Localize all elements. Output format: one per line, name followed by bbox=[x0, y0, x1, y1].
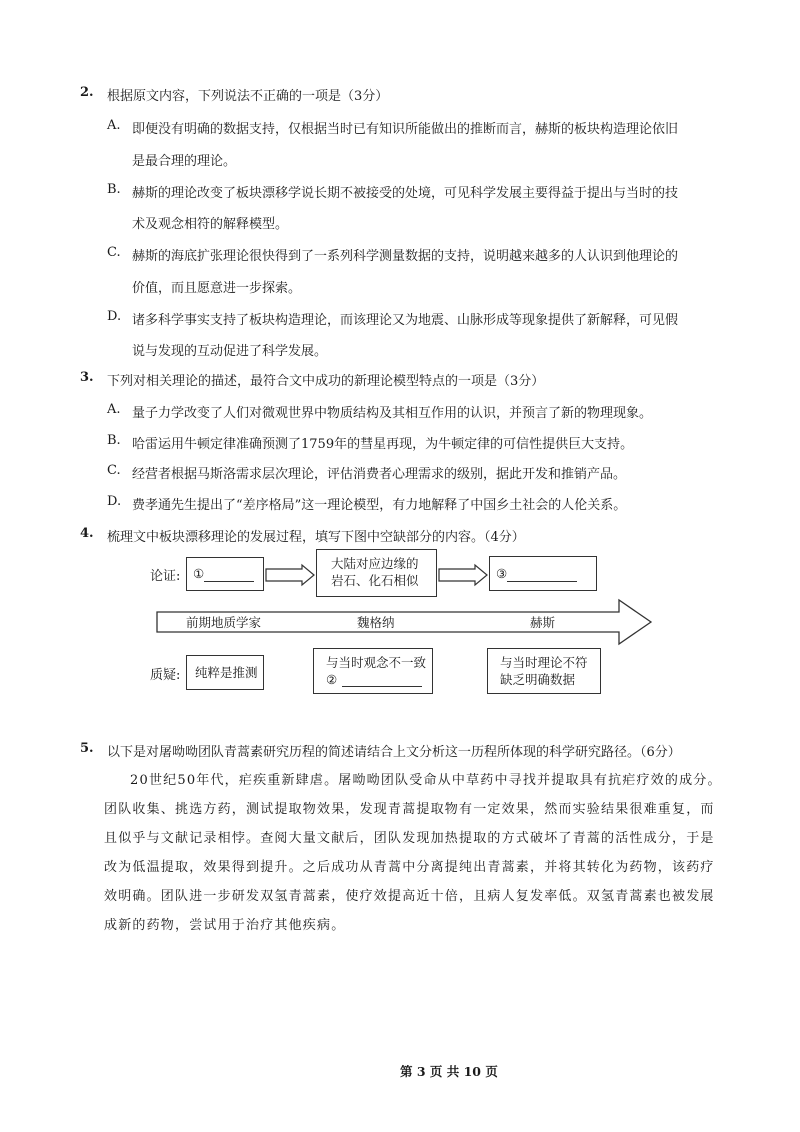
blank-line-3 bbox=[507, 567, 577, 582]
q5-number: 5. bbox=[80, 741, 94, 756]
timeline-hess: 赫斯 bbox=[530, 615, 556, 630]
arrow-1 bbox=[264, 565, 316, 585]
q4-number: 4. bbox=[80, 526, 94, 541]
q5-stem: 以下是对屠呦呦团队青蒿素研究历程的简述请结合上文分析这一历程所体现的科学研究路径。（6分） bbox=[107, 745, 681, 760]
evidence-box-3 bbox=[489, 556, 597, 591]
q3-option-a-label: A. bbox=[107, 402, 121, 417]
q2-option-a-line2: 是最合理的理论。 bbox=[132, 154, 237, 169]
arrow-2 bbox=[437, 565, 489, 585]
q3-option-b-label: B. bbox=[107, 433, 121, 448]
q2-option-c-line1: 赫斯的海底扩张理论很快得到了一系列科学测量数据的支持，说明越来越多的人认识到他理论的 bbox=[132, 249, 679, 264]
q2-option-d-label: D. bbox=[107, 309, 122, 324]
blank-line-2 bbox=[342, 672, 422, 687]
q4-stem: 梳理文中板块漂移理论的发展过程，填写下图中空缺部分的内容。（4分） bbox=[107, 530, 525, 545]
evidence-box-1 bbox=[186, 557, 264, 591]
q3-option-d-label: D. bbox=[107, 494, 122, 509]
q3-option-a: 量子力学改变了人们对微观世界中物质结构及其相互作用的认识，并预言了新的物理现象。 bbox=[132, 406, 653, 421]
doubt-label: 质疑: bbox=[150, 668, 181, 683]
q3-stem: 下列对相关理论的描述，最符合文中成功的新理论模型特点的一项是（3分） bbox=[107, 374, 545, 389]
q2-option-d-line1: 诸多科学事实支持了板块构造理论，而该理论又为地震、山脉形成等现象提供了新解释，可见假 bbox=[132, 313, 679, 328]
q2-option-c-line2: 价值，而且愿意进一步探索。 bbox=[132, 281, 302, 296]
q2-option-a-label: A. bbox=[107, 118, 121, 133]
q3-option-d: 费孝通先生提出了“差序格局”这一理论模型，有力地解释了中国乡土社会的人伦关系。 bbox=[132, 498, 627, 513]
page-footer: 第 3 页 共 10 页 bbox=[400, 1064, 498, 1079]
q3-number: 3. bbox=[80, 370, 94, 385]
doubt-box-2: 与当时观念不一致 ② bbox=[313, 648, 433, 694]
evidence-box-2: 大陆对应边缘的 岩石、化石相似 bbox=[316, 549, 437, 597]
q2-option-a-line1: 即便没有明确的数据支持，仅根据当时已有知识所能做出的推断而言，赫斯的板块构造理论依旧 bbox=[132, 122, 679, 137]
q2-option-b-line2: 术及观念相符的解释模型。 bbox=[132, 217, 289, 232]
q3-option-c: 经营者根据马斯洛需求层次理论，评估消费者心理需求的级别，据此开发和推销产品。 bbox=[132, 467, 627, 482]
q2-option-d-line2: 说与发现的互动促进了科学发展。 bbox=[132, 344, 328, 359]
q2-option-c-label: C. bbox=[107, 245, 121, 260]
q3-option-b: 哈雷运用牛顿定律准确预测了1759年的彗星再现，为牛顿定律的可信性提供巨大支持。 bbox=[132, 437, 634, 452]
doubt-box-1: 纯粹是推测 bbox=[186, 655, 264, 690]
q2-stem: 根据原文内容，下列说法不正确的一项是（3分） bbox=[107, 89, 389, 104]
evidence-label: 论证: bbox=[150, 569, 181, 584]
evidence-box-1-marker: ① bbox=[193, 566, 205, 581]
timeline-wegener: 魏格纳 bbox=[357, 615, 395, 630]
q2-number: 2. bbox=[80, 85, 94, 100]
timeline-early-geologists: 前期地质学家 bbox=[186, 615, 262, 630]
q5-passage: 20世纪50年代，疟疾重新肆虐。屠呦呦团队受命从中草药中寻找并提取具有抗疟疗效的成分。团队收集、挑选方药，测试提取物效果，发现青蒿提取物有一定效果，然而实验结果很难重复，而且似乎与文献记录相悖。查阅大量文献后，团队发现加热提取的方式破坏了青蒿的活性成分，于是改为低温提取，效果得到提升。之后成功从青蒿中分离提纯出青蒿素，并将其转化为药物，该药疗效明确。团队进一步研发双氢青蒿素，使疗效提高近十倍，且病人复发率低。双氢青蒿素也被发展成新的药物，尝试用于治疗其他疾病。 bbox=[104, 773, 722, 933]
blank-line-1 bbox=[204, 567, 254, 582]
q2-option-b-line1: 赫斯的理论改变了板块漂移学说长期不被接受的处境，可见科学发展主要得益于提出与当时的技 bbox=[132, 186, 679, 201]
doubt-box-3: 与当时理论不符 缺乏明确数据 bbox=[487, 648, 601, 694]
q3-option-c-label: C. bbox=[107, 463, 121, 478]
evidence-box-3-marker: ③ bbox=[496, 566, 508, 581]
q2-option-b-label: B. bbox=[107, 182, 121, 197]
